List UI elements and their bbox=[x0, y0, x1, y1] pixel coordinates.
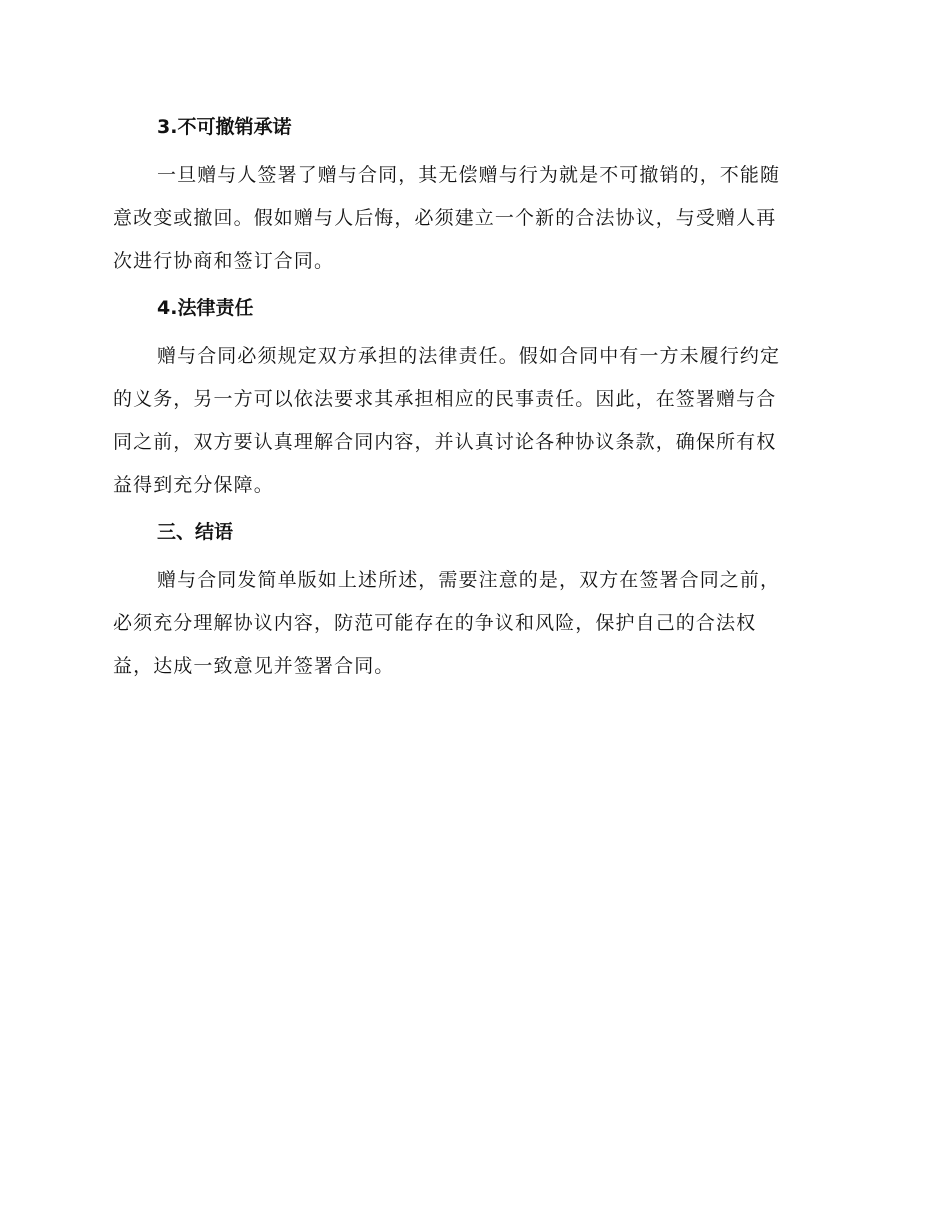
paragraph-legal-liability bbox=[113, 335, 833, 507]
paragraph-conclusion bbox=[113, 559, 833, 688]
paragraph-line: 的义务，另一方可以依法要求其承担相应的民事责任。因此，在签署赠与合 bbox=[113, 388, 777, 410]
paragraph-line: 一旦赠与人签署了赠与合同，其无偿赠与行为就是不可撤销的，不能随 bbox=[157, 164, 781, 186]
paragraph-line: 益，达成一致意见并签署合同。 bbox=[113, 655, 395, 677]
paragraph-irrevocable-commitment bbox=[113, 154, 833, 283]
paragraph-line: 次进行协商和签订合同。 bbox=[113, 250, 335, 272]
paragraph-line: 必须充分理解协议内容，防范可能存在的争议和风险，保护自己的合法权 bbox=[113, 612, 757, 634]
section-heading-conclusion: 三、结语 bbox=[157, 521, 234, 543]
document-body bbox=[113, 112, 833, 698]
section-heading-legal-liability: 4.法律责任 bbox=[157, 297, 254, 319]
paragraph-line: 意改变或撤回。假如赠与人后悔，必须建立一个新的合法协议，与受赠人再 bbox=[113, 207, 777, 229]
section-heading-irrevocable-commitment: 3.不可撤销承诺 bbox=[157, 116, 292, 138]
paragraph-line: 赠与合同发简单版如上述所述，需要注意的是，双方在签署合同之前， bbox=[157, 569, 781, 591]
paragraph-line: 同之前，双方要认真理解合同内容，并认真讨论各种协议条款，确保所有权 bbox=[113, 431, 777, 453]
paragraph-line: 益得到充分保障。 bbox=[113, 474, 274, 496]
paragraph-line: 赠与合同必须规定双方承担的法律责任。假如合同中有一方未履行约定 bbox=[157, 345, 781, 367]
